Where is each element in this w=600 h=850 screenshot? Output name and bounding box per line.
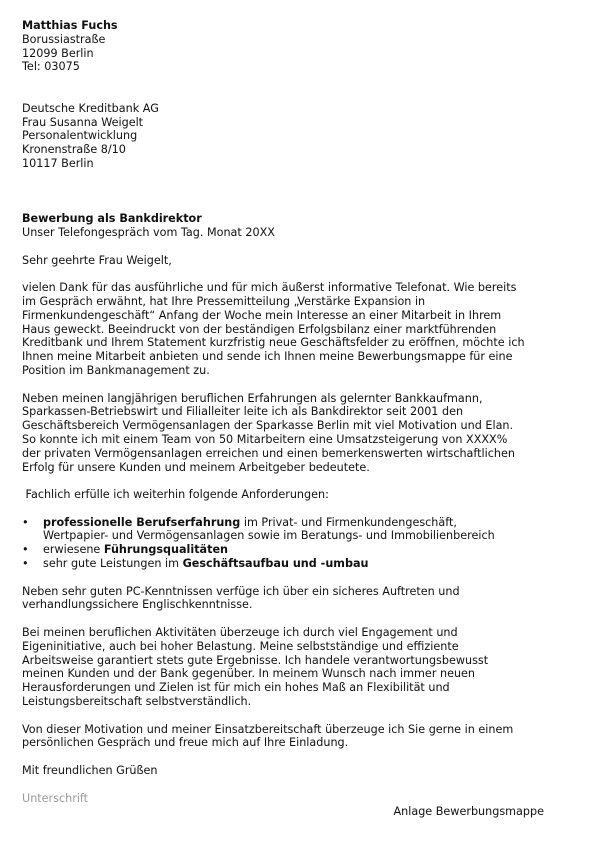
- text-line: verhandlungssichere Englischkenntnisse.: [22, 598, 253, 612]
- text-line: Leistungsbereitschaft selbstverständlich.: [22, 695, 252, 709]
- requirement-2-text: erwiesene: [43, 543, 104, 557]
- requirement-1-text: im Privat- und Firmenkundengeschäft,: [240, 515, 457, 529]
- recipient-block: [22, 102, 562, 171]
- requirement-3-text: sehr gute Leistungen im: [43, 557, 183, 571]
- text-line: Herausforderungen und Zielen ist für mich ein hohes Maß an Flexibilität und: [22, 681, 450, 695]
- text-line: So konnte ich mit einem Team von 50 Mitarbeitern eine Umsatzsteigerung von XXXX%: [22, 432, 508, 446]
- sender-street: Borussiastraße: [22, 32, 106, 46]
- bullet: •: [22, 543, 29, 557]
- text-line: Neben meinen langjährigen beruflichen Erfahrungen als gelernter Bankkaufmann,: [22, 391, 483, 405]
- text-line: Position im Bankmanagement zu.: [22, 363, 210, 377]
- paragraph-intro: [22, 281, 562, 378]
- signature-placeholder: Unterschrift: [22, 791, 89, 805]
- recipient-street: Kronenstraße 8/10: [22, 143, 126, 157]
- text-line: der privaten Vermögensanlagen erreichen und einen bemerkenswerten wirtschaftlichen: [22, 446, 515, 460]
- subject-reference: Unser Telefongespräch vom Tag. Monat 20XX: [22, 225, 275, 239]
- recipient-department: Personalentwicklung: [22, 129, 138, 143]
- cover-letter: [22, 19, 562, 819]
- text-line: Geschäftsbereich Vermögensanlagen der Sparkasse Berlin mit viel Motivation und Elan.: [22, 419, 514, 433]
- list-item: [22, 516, 562, 544]
- paragraph-skills: [22, 585, 562, 613]
- requirement-1-line2: Wertpapier- und Vermögensanlagen sowie im Beratungs- und Immobilienbereich: [43, 529, 495, 543]
- requirements-intro: Fachlich erfülle ich weiterhin folgende Anforderungen:: [22, 488, 329, 502]
- text-line: Sparkassen-Betriebswirt und Filialleiter leite ich als Bankdirektor seit 2001 den: [22, 405, 464, 419]
- paragraph-experience: [22, 392, 562, 475]
- sender-name: Matthias Fuchs: [22, 19, 118, 32]
- text-line: Neben sehr guten PC-Kenntnissen verfüge ich über ein sicheres Auftreten und: [22, 584, 460, 598]
- list-item: [22, 543, 562, 557]
- recipient-city: 10117 Berlin: [22, 156, 94, 170]
- bullet: •: [22, 557, 29, 571]
- text-line: im Gespräch erwähnt, hat Ihre Pressemitteilung „Verstärke Expansion in: [22, 294, 426, 308]
- text-line: persönlichen Gespräch und freue mich auf Ihre Einladung.: [22, 736, 349, 750]
- list-item: [22, 557, 562, 571]
- text-line: Eigeninitiative, auch bei hoher Belastung. Meine selbstständige und effiziente: [22, 639, 459, 653]
- sender-block: [22, 19, 562, 74]
- subject-block: [22, 212, 562, 240]
- enclosure-note: Anlage Bewerbungsmappe: [393, 805, 544, 819]
- requirements-list: [22, 516, 562, 571]
- text-line: Arbeitsweise garantiert stets gute Ergebnisse. Ich handele verantwortungsbewusst: [22, 653, 489, 667]
- subject-title: Bewerbung als Bankdirektor: [22, 212, 202, 226]
- text-line: Erfolg für unsere Kunden und meinem Arbeitgeber bedeutete.: [22, 460, 370, 474]
- salutation: Sehr geehrte Frau Weigelt,: [22, 253, 172, 267]
- text-line: Bei meinen beruflichen Aktivitäten überzeuge ich durch viel Engagement und: [22, 626, 458, 640]
- text-line: Haus geweckt. Beeindruckt von der beständigen Erfolgsbilanz einer marktführenden: [22, 322, 497, 336]
- requirement-1-bold: professionelle Berufserfahrung: [43, 515, 241, 529]
- recipient-contact: Frau Susanna Weigelt: [22, 115, 144, 129]
- text-line: vielen Dank für das ausführliche und für mich äußerst informative Telefonat. Wie bereits: [22, 281, 517, 295]
- text-line: Kreditbank und Ihrem Statement kurzfristig neue Geschäftsfelder zu eröffnen, möchte ich: [22, 336, 525, 350]
- text-line: Ihnen meine Mitarbeit anbieten und sende ich Ihnen meine Bewerbungsmappe für eine: [22, 350, 513, 364]
- text-line: Von dieser Motivation und meiner Einsatzbereitschaft überzeuge ich Sie gerne in einem: [22, 722, 514, 736]
- requirement-3-bold: Geschäftsaufbau und -umbau: [182, 557, 369, 571]
- valediction: Mit freundlichen Grüßen: [22, 764, 158, 778]
- paragraph-closing: [22, 723, 562, 751]
- text-line: Firmenkundengeschäft“ Anfang der Woche mein Interesse an einer Mitarbeit in Ihrem: [22, 308, 502, 322]
- requirement-2-bold: Führungsqualitäten: [103, 543, 228, 557]
- bullet: •: [22, 515, 29, 529]
- paragraph-activities: [22, 626, 562, 709]
- text-line: meinen Kunden und der Bank gegenüber. In meinem Wunsch nach immer neuen: [22, 667, 476, 681]
- sender-phone: Tel: 03075: [22, 60, 80, 74]
- recipient-company: Deutsche Kreditbank AG: [22, 101, 159, 115]
- sender-city: 12099 Berlin: [22, 46, 94, 60]
